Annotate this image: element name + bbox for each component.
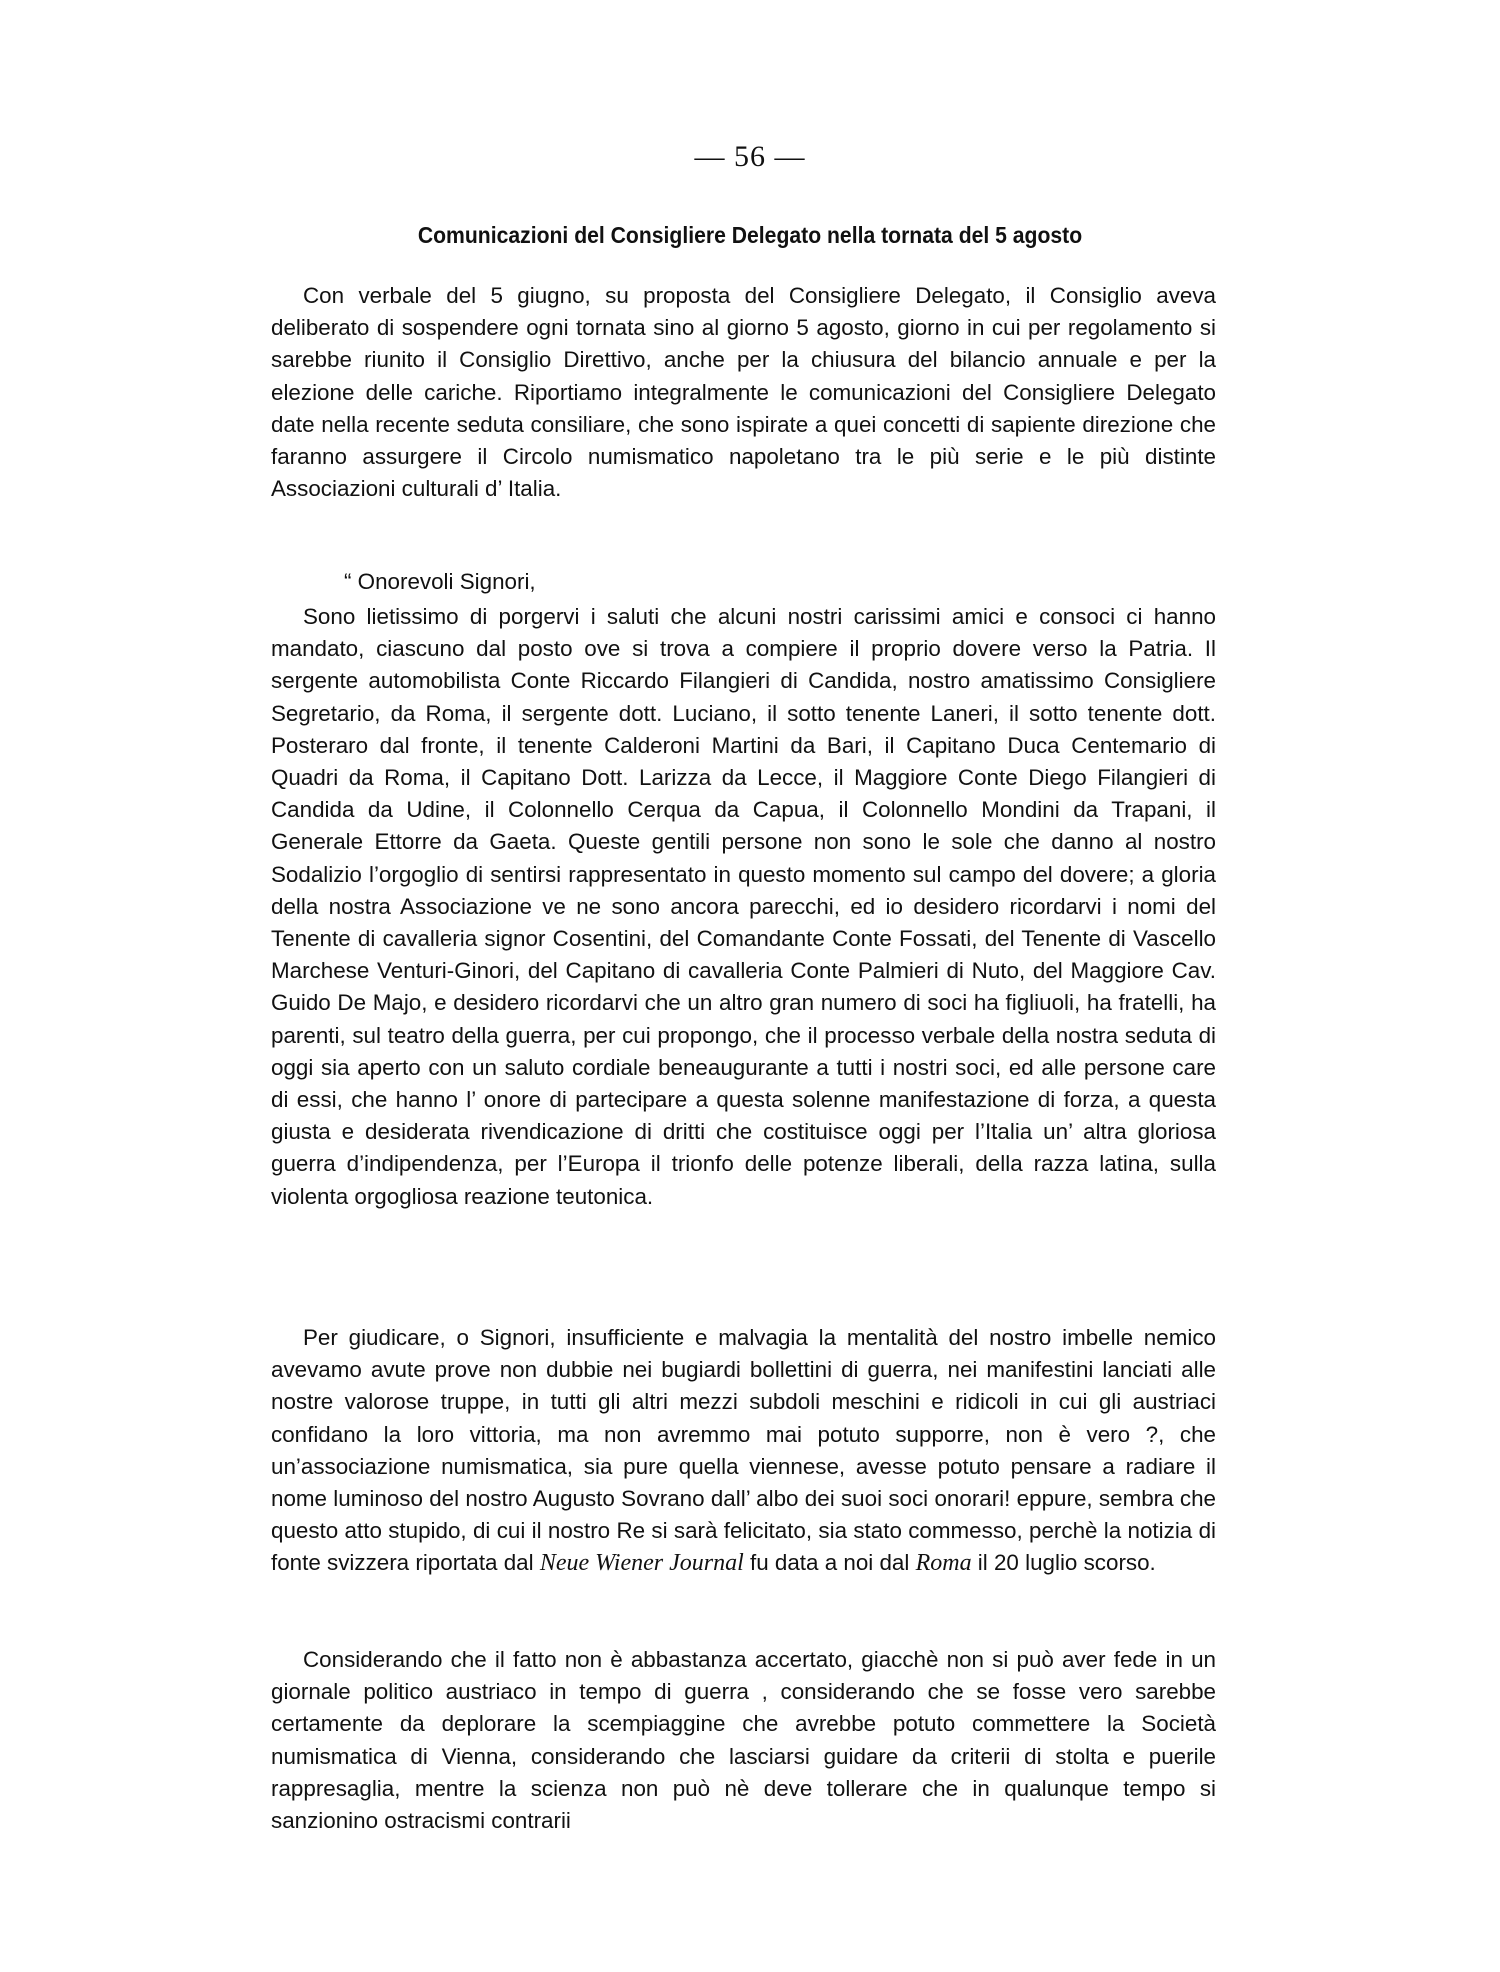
section-heading: Comunicazioni del Consigliere Delegato nella tornata del 5 agosto [417, 222, 1083, 248]
speech-paragraph-3: Considerando che il fatto non è abbastanza accertato, giacchè non si può aver fede in un giornale politico austriaco in tempo di guerra , considerando che se fosse vero sarebbe certamente da deplorare la scempiaggine che avrebbe potuto commettere la Società numismatica di Vienna, considerando che lasciarsi guidare da criterii di stolta e puerile rappresaglia, mentre la scienza non può nè deve tollerare che in qualunque tempo si sanzionino ostracismi contrarii [271, 1647, 1216, 1834]
intro-paragraph: Con verbale del 5 giugno, su proposta del Consigliere Delegato, il Consiglio aveva deliberato di sospendere ogni tornata sino al giorno 5 agosto, giorno in cui per regolamento si sarebbe riunito il Consiglio Direttivo, anche per la chiusura del bilancio annuale e per la elezione delle cariche. Riportiamo integralmente le comunicazioni del Consigliere Delegato date nella recente seduta consiliare, che sono ispirate a quei concetti di sapiente direzione che faranno assurgere il Circolo numismatico napoletano tra le più serie e le più distinte Associazioni culturali d’ Italia. [271, 283, 1216, 502]
page-number: — 56 — [694, 140, 806, 173]
speech-paragraph-2-text-b: fu data a noi dal [743, 1550, 916, 1576]
journal-title: Neue Wiener Journal [539, 1550, 744, 1577]
speech-paragraph-2-text-a: Per giudicare, o Signori, insufficiente e malvagia la mentalità del nostro imbelle nemico avevamo avute prove non dubbie nei bugiardi bollettini di guerra, nei manifestini lanciati alle nostre valorose truppe, in tutti gli altri mezzi subdoli meschini e ridicoli in cui gli austriaci confidano la loro vittoria, ma non avremmo mai potuto supporre, non è vero ?, che un’associazione numismatica, sia pure quella viennese, avesse potuto pensare a radiare il nome luminoso del nostro Augusto Sovrano dall’ albo dei suoi soci onorari! eppure, sembra che questo atto stupido, di cui il nostro Re si sarà felicitato, sia stato commesso, perchè la notizia di fonte svizzera riportata dal [271, 1325, 1216, 1576]
speech-paragraph-1: Sono lietissimo di porgervi i saluti che alcuni nostri carissimi amici e consoci ci hanno mandato, ciascuno dal posto ove si trova a compiere il proprio dovere verso la Patria. Il sergente automobilista Conte Riccardo Filangieri di Candida, nostro amatissimo Consigliere Segretario, da Roma, il sergente dott. Luciano, il sotto tenente Laneri, il sotto tenente dott. Posteraro dal fronte, il tenente Calderoni Martini da Bari, il Capitano Duca Centemario di Quadri da Roma, il Capitano Dott. Larizza da Lecce, il Maggiore Conte Diego Filangieri di Candida da Udine, il Colonnello Cerqua da Capua, il Colonnello Mondini da Trapani, il Generale Ettorre da Gaeta. Queste gentili persone non sono le sole che danno al nostro Sodalizio l’orgoglio di sentirsi rappresentato in questo momento sul campo del dovere; a gloria della nostra Associazione ve ne sono ancora parecchi, ed io desidero ricordarvi i nomi del Tenente di cavalleria signor Cosentini, del Comandante Conte Fossati, del Tenente di Vascello Marchese Venturi-Ginori, del Capitano di cavalleria Conte Palmieri di Nuto, del Maggiore Cav. Guido De Majo, e desidero ricordarvi che un altro gran numero di soci ha figliuoli, ha fratelli, ha parenti, sul teatro della guerra, per cui propongo, che il processo verbale della nostra seduta di oggi sia aperto con un saluto cordiale beneaugurante a tutti i nostri soci, ed alle persone care di essi, che hanno l’ onore di partecipare a questa solenne manifestazione di forza, a questa giusta e desiderata rivendicazione di dritti che costituisce oggi per l’Italia un’ altra gloriosa guerra d’indipendenza, per l’Europa il trionfo delle potenze liberali, della razza latina, sulla violenta orgogliosa reazione teutonica. [271, 604, 1216, 1209]
speech-paragraph-1-block [271, 601, 1216, 1213]
intro-paragraph-block [271, 280, 1216, 505]
salutation: “ Onorevoli Signori, [344, 569, 536, 594]
speech-paragraph-3-block [271, 1644, 1216, 1837]
speech-paragraph-2-block [271, 1322, 1216, 1580]
speech-paragraph-2 [271, 1322, 1216, 1580]
newspaper-title: Roma [915, 1550, 972, 1577]
speech-paragraph-2-text-c: il 20 luglio scorso. [971, 1550, 1156, 1576]
